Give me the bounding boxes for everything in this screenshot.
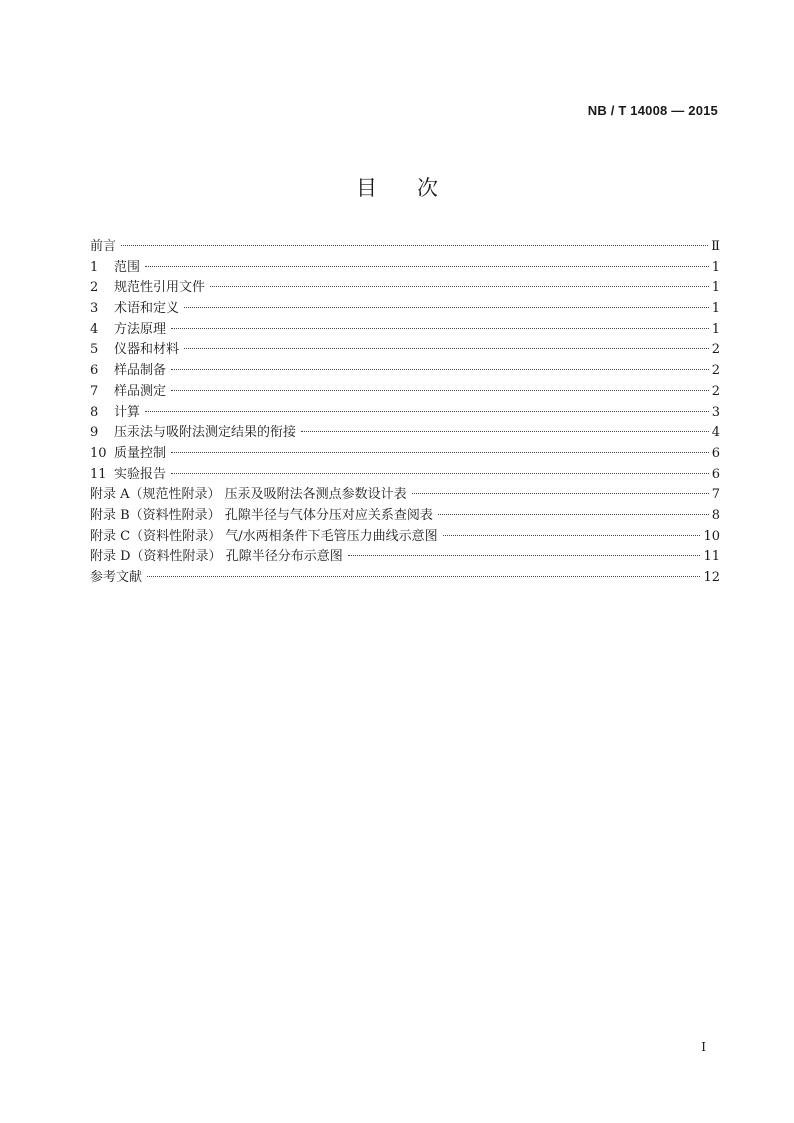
toc-item-title: 附录 A（规范性附录） 压汞及吸附法各测点参数设计表 (90, 487, 407, 503)
toc-item-page: 1 (711, 259, 720, 275)
toc-item-foreword[interactable] (90, 237, 720, 258)
toc-leader (443, 535, 701, 536)
toc-item-title: 附录 C（资料性附录） 气/水两相条件下毛管压力曲线示意图 (90, 528, 438, 544)
toc-item-number: 7 (90, 383, 99, 399)
toc-item-title: 计算 (114, 404, 141, 420)
toc-item-number: 5 (90, 342, 99, 358)
toc-item-title: 质量控制 (114, 445, 167, 461)
toc-item-title: 范围 (114, 259, 141, 275)
toc-item-title: 仪器和材料 (114, 342, 180, 358)
toc-item-number: 9 (90, 425, 99, 441)
toc-item-page: 1 (711, 301, 720, 317)
toc-item-title: 附录 D（资料性附录） 孔隙半径分布示意图 (90, 549, 343, 565)
toc-leader (147, 576, 700, 577)
toc-leader (184, 348, 709, 349)
toc-item-page: 1 (711, 321, 720, 337)
toc-item-page: 12 (703, 570, 720, 585)
toc-item-page: 11 (703, 549, 720, 565)
toc-item-page: 3 (711, 404, 720, 420)
toc-item-page: 1 (711, 280, 720, 296)
toc-item-number: 1 (90, 259, 99, 275)
toc-item-number: 11 (90, 466, 107, 482)
toc-leader (171, 328, 709, 329)
toc-item-page: 8 (711, 507, 720, 523)
toc-item-title: 术语和定义 (114, 301, 180, 317)
toc-item-title: 规范性引用文件 (114, 280, 206, 296)
toc-leader (145, 411, 709, 412)
toc-item-number: 8 (90, 404, 99, 420)
page-title-part1: 目 (356, 176, 377, 200)
toc-item-title: 前言 (90, 239, 117, 254)
toc-item-2[interactable] (90, 278, 720, 299)
page-title-part2: 次 (417, 176, 438, 200)
toc-leader (145, 266, 709, 267)
table-of-contents (90, 237, 720, 589)
toc-item-7[interactable] (90, 382, 720, 403)
toc-leader (121, 245, 708, 246)
toc-item-title: 样品测定 (114, 383, 167, 399)
toc-item-page: 6 (711, 445, 720, 461)
toc-item-appendix-a[interactable] (90, 485, 720, 506)
toc-item-page: 10 (703, 528, 720, 544)
toc-leader (210, 286, 709, 287)
toc-leader (171, 473, 709, 474)
toc-item-appendix-d[interactable] (90, 547, 720, 568)
toc-item-page: 7 (711, 487, 720, 503)
toc-item-title: 附录 B（资料性附录） 孔隙半径与气体分压对应关系查阅表 (90, 507, 433, 523)
toc-item-number: 2 (90, 280, 99, 296)
toc-item-page: Ⅱ (711, 239, 720, 254)
toc-item-number: 10 (90, 445, 107, 461)
toc-item-title: 实验报告 (114, 466, 167, 482)
toc-leader (438, 514, 709, 515)
toc-item-appendix-b[interactable] (90, 506, 720, 527)
page-number: I (701, 1040, 706, 1054)
toc-leader (171, 369, 709, 370)
standard-number: NB / T 14008 — 2015 (587, 103, 718, 118)
toc-item-1[interactable] (90, 258, 720, 279)
toc-leader (412, 493, 709, 494)
toc-item-6[interactable] (90, 361, 720, 382)
toc-item-title: 参考文献 (90, 570, 143, 585)
toc-item-page: 2 (711, 363, 720, 379)
toc-item-8[interactable] (90, 403, 720, 424)
toc-item-title: 方法原理 (114, 321, 167, 337)
toc-item-title: 压汞法与吸附法测定结果的衔接 (114, 425, 297, 441)
toc-item-page: 6 (711, 466, 720, 482)
page-title (0, 172, 794, 202)
toc-item-page: 2 (711, 383, 720, 399)
toc-leader (184, 307, 709, 308)
toc-item-number: 6 (90, 363, 99, 379)
toc-item-number: 4 (90, 321, 99, 337)
toc-item-title: 样品制备 (114, 363, 167, 379)
toc-item-9[interactable] (90, 423, 720, 444)
toc-item-page: 2 (711, 342, 720, 358)
toc-item-4[interactable] (90, 320, 720, 341)
toc-item-3[interactable] (90, 299, 720, 320)
toc-item-11[interactable] (90, 465, 720, 486)
toc-item-appendix-c[interactable] (90, 527, 720, 548)
toc-leader (171, 390, 709, 391)
toc-item-references[interactable] (90, 568, 720, 589)
toc-leader (348, 555, 701, 556)
toc-item-5[interactable] (90, 340, 720, 361)
toc-leader (171, 452, 709, 453)
toc-leader (301, 431, 709, 432)
toc-item-page: 4 (711, 425, 720, 441)
toc-item-10[interactable] (90, 444, 720, 465)
toc-item-number: 3 (90, 301, 99, 317)
